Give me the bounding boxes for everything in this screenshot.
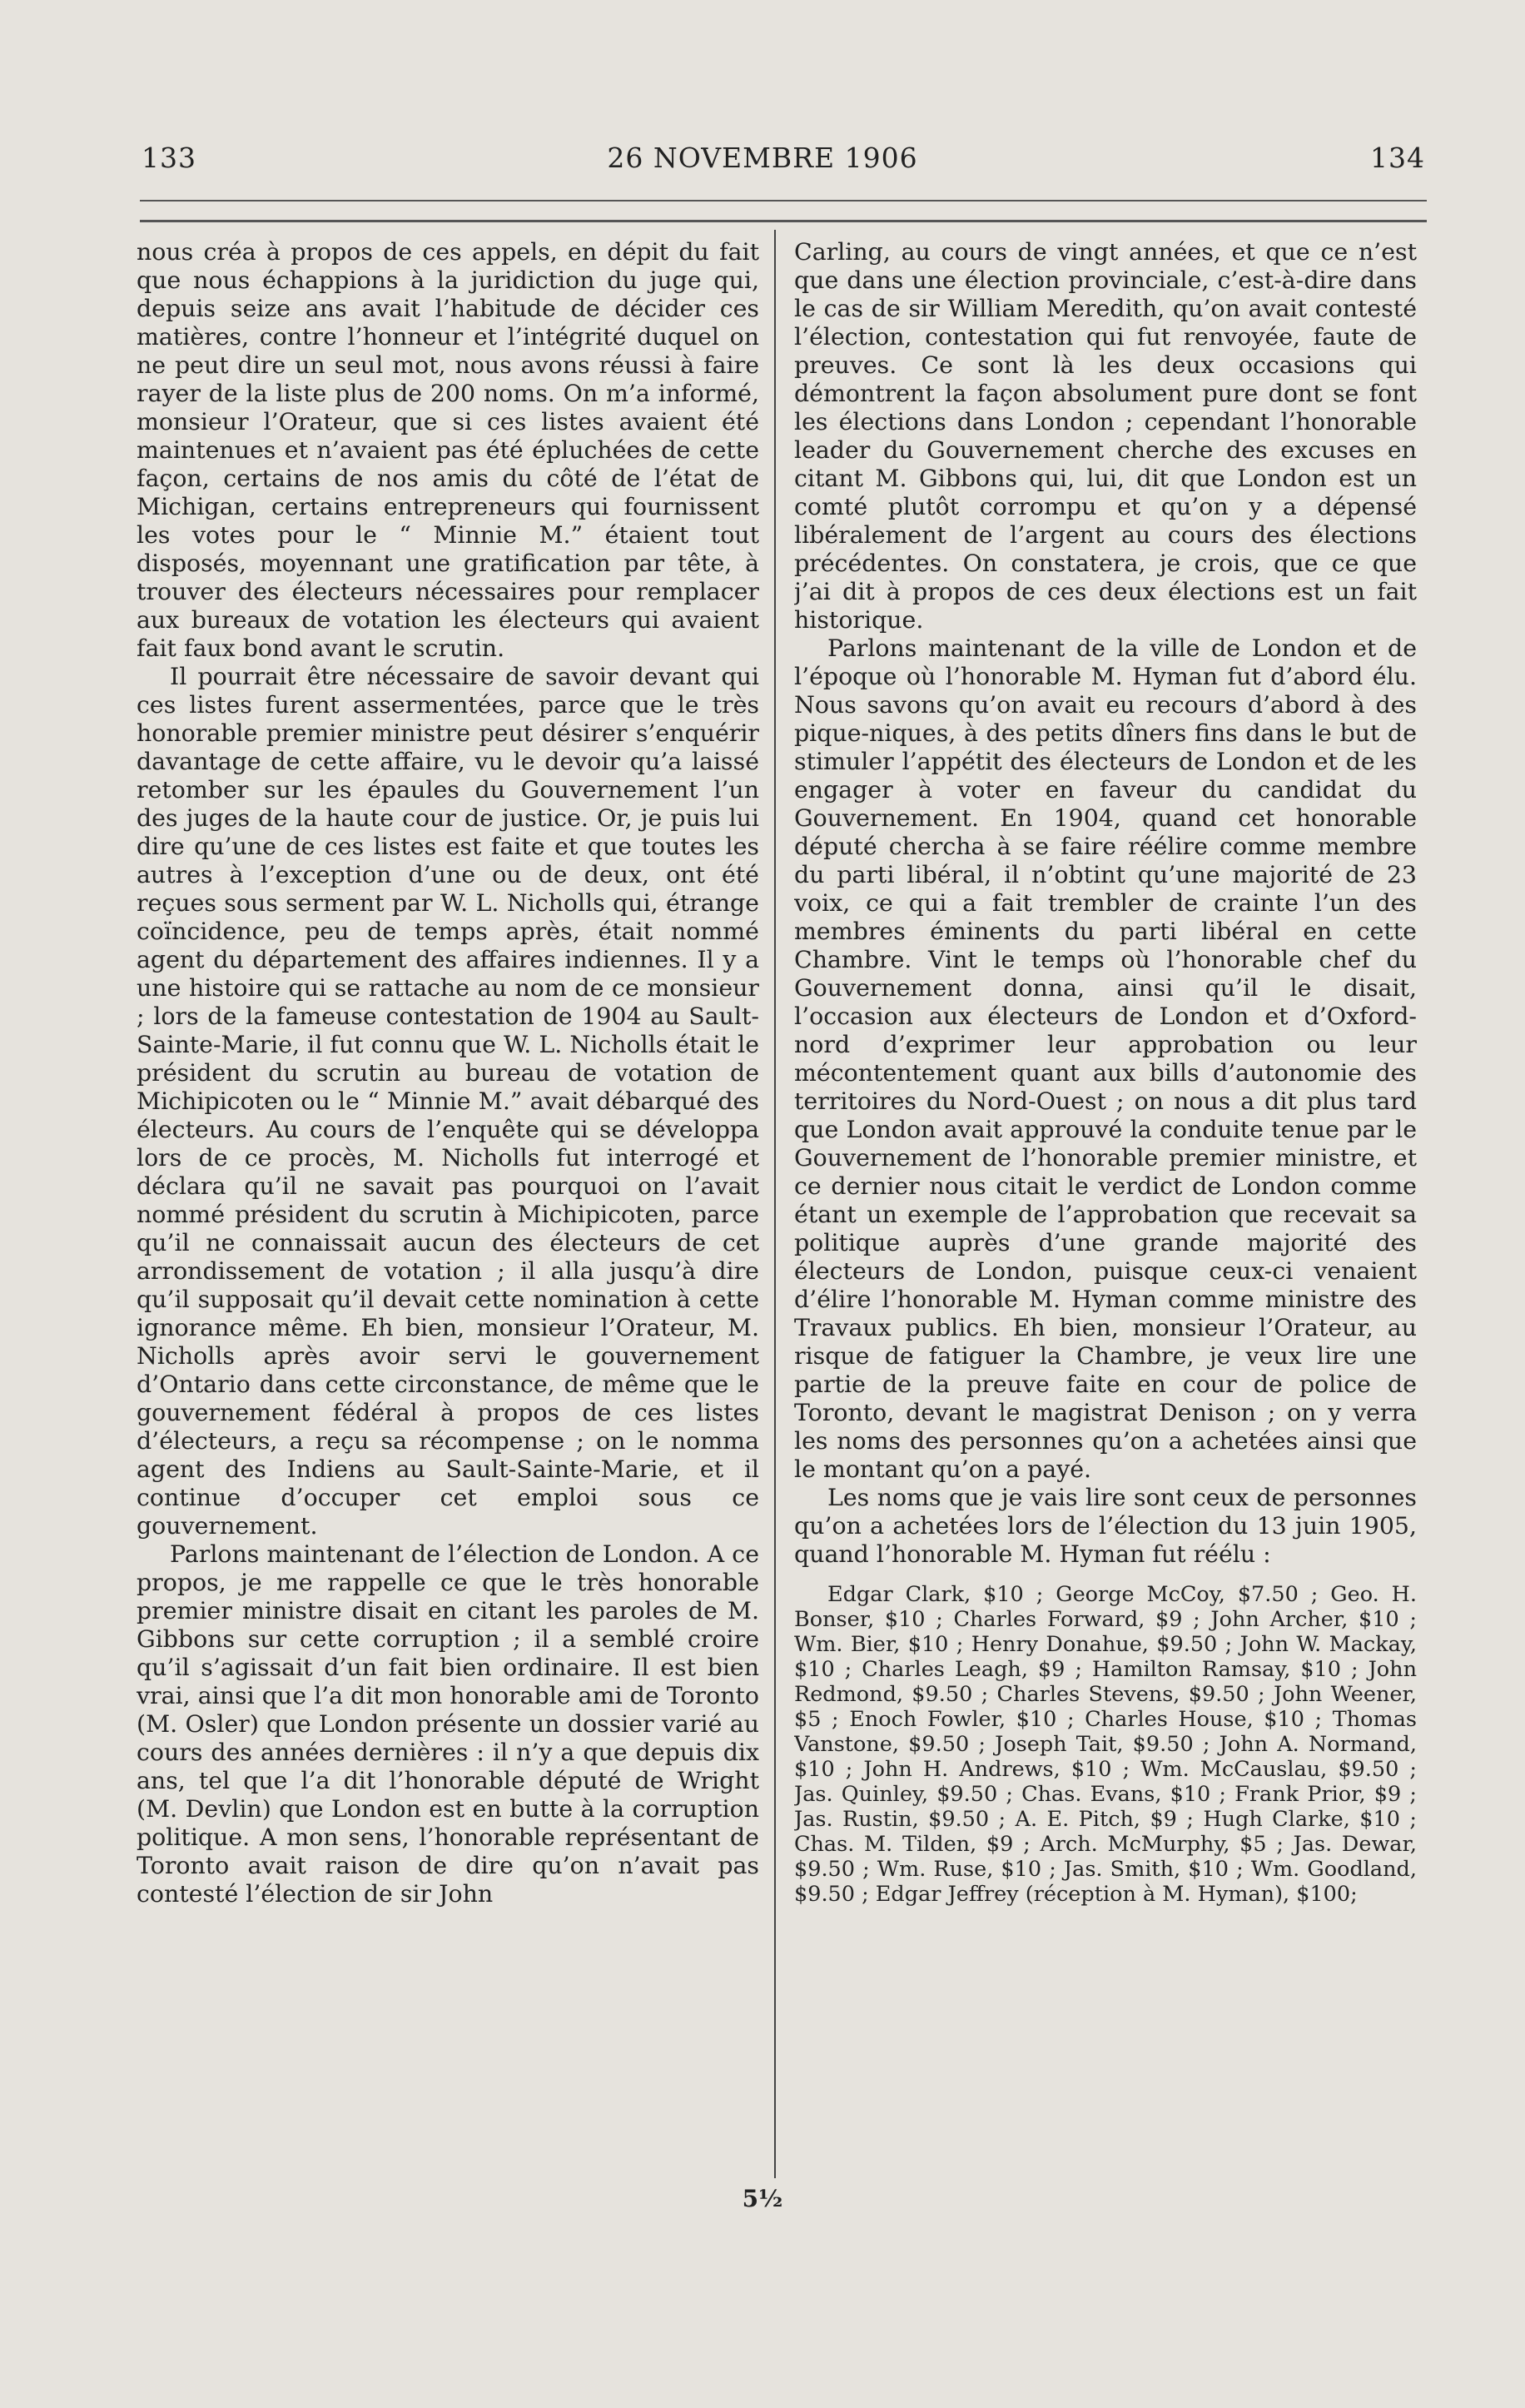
page-date-header: 26 NOVEMBRE 1906	[607, 142, 918, 174]
paragraph: Les noms que je vais lire sont ceux de personnes qu’on a achetées lors de l’élection du 13 juin 1905, quand l’honorable M. Hyman fut réélu :	[794, 1484, 1417, 1568]
payment-name-list: Edgar Clark, $10 ; George McCoy, $7.50 ; Geo. H. Bonser, $10 ; Charles Forward, $9 ; John Archer, $10 ; Wm. Bier, $10 ; Henry Donahue, $9.50 ; John W. Mackay, $10 ; Charles Leagh, $9 ; Hamilton Ramsay, $10 ; John Redmond, $9.50 ; Charles Stevens, $9.50 ; John Weener, $5 ; Enoch Fowler, $10 ; Charles House, $10 ; Thomas Vanstone, $9.50 ; Joseph Tait, $9.50 ; John A. Normand, $10 ; John H. Andrews, $10 ; Wm. McCauslau, $9.50 ; Jas. Quinley, $9.50 ; Chas. Evans, $10 ; Frank Prior, $9 ; Jas. Rustin, $9.50 ; A. E. Pitch, $9 ; Hugh Clarke, $10 ; Chas. M. Tilden, $9 ; Arch. McMurphy, $5 ; Jas. Dewar, $9.50 ; Wm. Ruse, $10 ; Jas. Smith, $10 ; Wm. Goodland, $9.50 ; Edgar Jeffrey (réception à M. Hyman), $100;	[794, 1582, 1417, 1907]
paragraph: Il pourrait être nécessaire de savoir devant qui ces listes furent assermentées, parce que le très honorable premier ministre peut désirer s’enquérir davantage de cette affaire, vu le devoir qu’a laissé retomber sur les épaules du Gouvernement l’un des juges de la haute cour de justice. Or, je puis lui dire qu’une de ces listes est faite et que toutes les autres à l’exception d’une ou de deux, ont été reçues sous serment par W. L. Nicholls qui, étrange coïncidence, peu de temps après, était nommé agent du département des affaires indiennes. Il y a une histoire qui se rattache au nom de ce monsieur ; lors de la fameuse contestation de 1904 au Sault-Sainte-Marie, il fut connu que W. L. Nicholls était le président du scrutin au bureau de votation de Michipicoten ou le “ Minnie M.” avait débarqué des électeurs. Au cours de l’enquête qui se développa lors de ce procès, M. Nicholls fut interrogé et déclara qu’il ne savait pas pourquoi on l’avait nommé président du scrutin à Michipicoten, parce qu’il ne connaissait aucun des électeurs de cet arrondissement de votation ; il alla jusqu’à dire qu’il supposait qu’il devait cette nomination à cette ignorance même. Eh bien, monsieur l’Orateur, M. Nicholls après avoir servi le gouvernement d’Ontario dans cette circonstance, de même que le gouvernement fédéral à propos de ces listes d’électeurs, a reçu sa récompense ; on le nomma agent des Indiens au Sault-Sainte-Marie, et il continue d’occuper cet emploi sous ce gouvernement.	[137, 663, 759, 1540]
page-number-right: 134	[1370, 142, 1425, 174]
header-rule-top	[140, 200, 1427, 201]
page-number-left: 133	[142, 142, 196, 174]
left-column	[137, 238, 759, 2178]
paragraph: nous créa à propos de ces appels, en dépit du fait que nous échappions à la juridiction du juge qui, depuis seize ans avait l’habitude de décider ces matières, contre l’honneur et l’intégrité duquel on ne peut dire un seul mot, nous avons réussi à faire rayer de la liste plus de 200 noms. On m’a informé, monsieur l’Orateur, que si ces listes avaient été maintenues et n’avaient pas été épluchées de cette façon, certains de nos amis du côté de l’état de Michigan, certains entrepreneurs qui fournissent les votes pour le “ Minnie M.” étaient tout disposés, moyennant une gratification par tête, à trouver des électeurs nécessaires pour remplacer aux bureaux de votation les électeurs qui avaient fait faux bond avant le scrutin.	[137, 238, 759, 662]
paragraph: Parlons maintenant de la ville de London et de l’époque où l’honorable M. Hyman fut d’abord élu. Nous savons qu’on avait eu recours d’abord à des pique-niques, à des petits dîners fins dans le but de stimuler l’appétit des électeurs de London et de les engager à voter en faveur du candidat du Gouvernement. En 1904, quand cet honorable député chercha à se faire réélire comme membre du parti libéral, il n’obtint qu’une majorité de 23 voix, ce qui a fait trembler de crainte l’un des membres éminents du parti libéral en cette Chambre. Vint le temps où l’honorable chef du Gouvernement donna, ainsi qu’il le disait, l’occasion aux électeurs de London et d’Oxford-nord d’exprimer leur approbation ou leur mécontentement quant aux bills d’autonomie des territoires du Nord-Ouest ; on nous a dit plus tard que London avait approuvé la conduite tenue par le Gouvernement de l’honorable premier ministre, et ce dernier nous citait le verdict de London comme étant un exemple de l’approbation que recevait sa politique auprès d’une grande majorité des électeurs de London, puisque ceux-ci venaient d’élire l’honorable M. Hyman comme ministre des Travaux publics. Eh bien, monsieur l’Orateur, au risque de fatiguer la Chambre, je veux lire une partie de la preuve faite en cour de police de Toronto, devant le magistrat Denison ; on y verra les noms des personnes qu’on a achetées ainsi que le montant qu’on a payé.	[794, 634, 1417, 1483]
header-rule-bottom	[140, 220, 1427, 222]
signature-mark: 5½	[742, 2185, 783, 2212]
column-divider	[774, 230, 776, 2178]
paragraph: Carling, au cours de vingt années, et que ce n’est que dans une élection provinciale, c’est-à-dire dans le cas de sir William Meredith, qu’on avait contesté l’élection, contestation qui fut renvoyée, faute de preuves. Ce sont là les deux occasions qui démontrent la façon absolument pure dont se font les élections dans London ; cependant l’honorable leader du Gouvernement cherche des excuses en citant M. Gibbons qui, lui, dit que London est un comté plutôt corrompu et qu’on y a dépensé libéralement de l’argent au cours des élections précédentes. On constatera, je crois, que ce que j’ai dit à propos de ces deux élections est un fait historique.	[794, 238, 1417, 634]
right-column	[794, 238, 1417, 2178]
paragraph: Parlons maintenant de l’élection de London. A ce propos, je me rappelle ce que le très honorable premier ministre disait en citant les paroles de M. Gibbons sur cette corruption ; il a semblé croire qu’il s’agissait d’un fait bien ordinaire. Il est bien vrai, ainsi que l’a dit mon honorable ami de Toronto (M. Osler) que London présente un dossier varié au cours des années dernières : il n’y a que depuis dix ans, tel que l’a dit l’honorable député de Wright (M. Devlin) que London est en butte à la corruption politique. A mon sens, l’honorable représentant de Toronto avait raison de dire qu’on n’avait pas contesté l’élection de sir John	[137, 1540, 759, 1908]
